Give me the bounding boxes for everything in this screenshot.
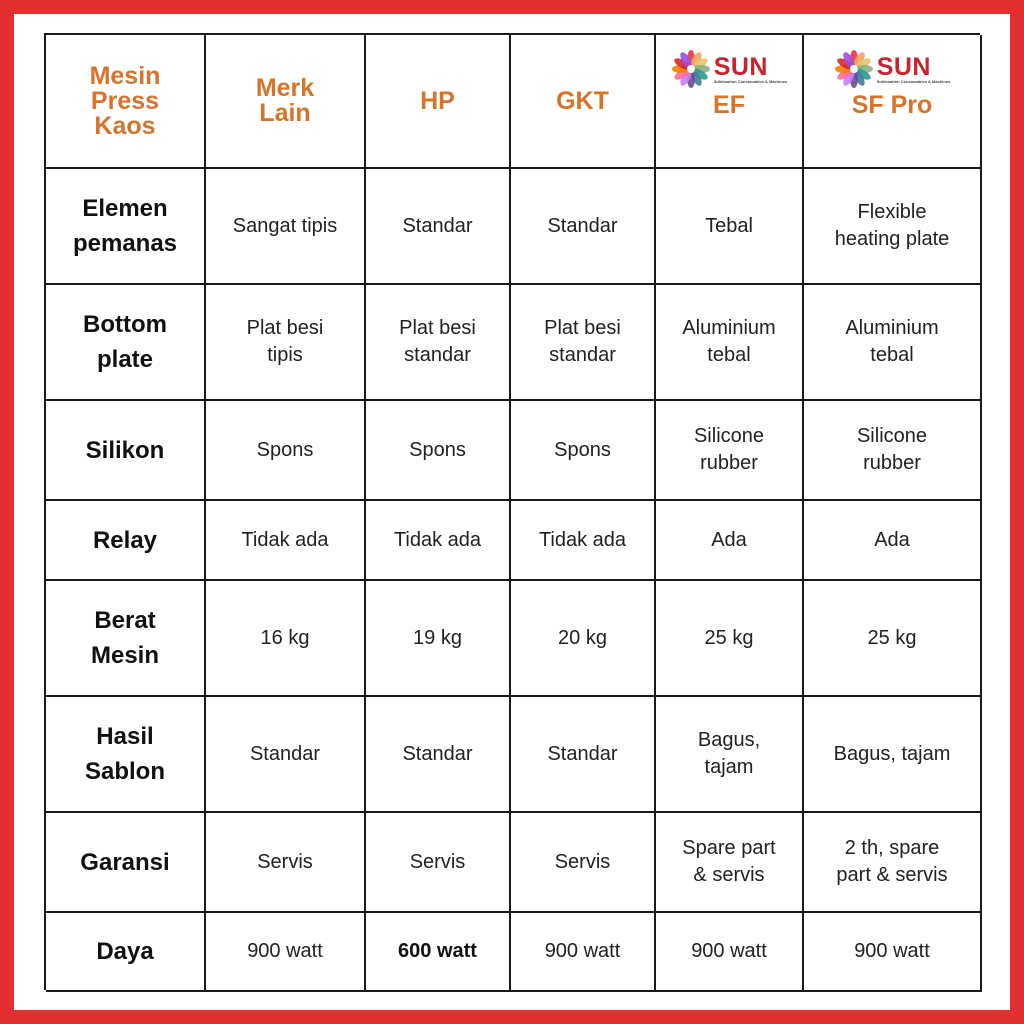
logo-center: [850, 65, 858, 73]
table-cell: Sangat tipis: [206, 169, 366, 285]
brand-name: SF Pro: [851, 91, 933, 119]
table-cell: Silicone rubber: [656, 401, 804, 501]
table-cell: Standar: [511, 169, 656, 285]
row-header-garansi: Garansi: [46, 813, 206, 913]
column-header-gkt: GKT: [511, 35, 656, 169]
column-header-ef: [656, 35, 804, 169]
row-header-berat-mesin: Berat Mesin: [46, 581, 206, 697]
row-header-hasil-sablon: Hasil Sablon: [46, 697, 206, 813]
comparison-table: [44, 33, 980, 990]
table-cell: Bagus, tajam: [656, 697, 804, 813]
table-cell: Tidak ada: [511, 501, 656, 581]
table-cell: Plat besi tipis: [206, 285, 366, 401]
sun-flower-logo-icon: [834, 49, 874, 89]
table-cell: Spons: [206, 401, 366, 501]
table-cell: Bagus, tajam: [804, 697, 982, 813]
table-cell: Tidak ada: [366, 501, 511, 581]
table-cell: 25 kg: [804, 581, 982, 697]
table-corner-header: Mesin Press Kaos: [46, 35, 206, 169]
table-cell: 2 th, spare part & servis: [804, 813, 982, 913]
column-header-hp: HP: [366, 35, 511, 169]
table-cell: Spare part & servis: [656, 813, 804, 913]
table-cell: Silicone rubber: [804, 401, 982, 501]
row-header-silikon: Silikon: [46, 401, 206, 501]
table-cell: 20 kg: [511, 581, 656, 697]
table-cell: Tidak ada: [206, 501, 366, 581]
table-cell: Spons: [366, 401, 511, 501]
row-header-bottom-plate: Bottom plate: [46, 285, 206, 401]
table-cell: 900 watt: [206, 913, 366, 992]
brand-name: EF: [713, 91, 745, 119]
logo-center: [687, 65, 695, 73]
table-cell: Standar: [366, 697, 511, 813]
table-cell-highlight: 600 watt: [366, 913, 511, 992]
table-cell: 19 kg: [366, 581, 511, 697]
table-cell: Servis: [511, 813, 656, 913]
table-cell: 900 watt: [511, 913, 656, 992]
table-cell: Standar: [511, 697, 656, 813]
sun-logo: [834, 49, 951, 89]
row-header-daya: Daya: [46, 913, 206, 992]
table-cell: Plat besi standar: [511, 285, 656, 401]
table-cell: Servis: [366, 813, 511, 913]
logo-tagline: Sublimation Consumables & Machines: [876, 78, 951, 84]
column-header-sf-pro: [804, 35, 982, 169]
table-cell: 900 watt: [804, 913, 982, 992]
logo-wordmark: SUN: [713, 52, 768, 81]
table-cell: Ada: [656, 501, 804, 581]
sun-flower-logo-icon: [671, 49, 711, 89]
table-cell: Standar: [366, 169, 511, 285]
table-cell: Spons: [511, 401, 656, 501]
logo-tagline: Sublimation Consumables & Machines: [713, 78, 788, 84]
table-cell: Tebal: [656, 169, 804, 285]
table-cell: 25 kg: [656, 581, 804, 697]
row-header-elemen-pemanas: Elemen pemanas: [46, 169, 206, 285]
table-cell: Flexible heating plate: [804, 169, 982, 285]
table-cell: Standar: [206, 697, 366, 813]
table-cell: Servis: [206, 813, 366, 913]
table-cell: Plat besi standar: [366, 285, 511, 401]
sun-logo: [671, 49, 788, 89]
table-cell: Ada: [804, 501, 982, 581]
column-header-merk-lain: Merk Lain: [206, 35, 366, 169]
row-header-relay: Relay: [46, 501, 206, 581]
table-cell: 16 kg: [206, 581, 366, 697]
table-cell: Aluminium tebal: [656, 285, 804, 401]
table-cell: Aluminium tebal: [804, 285, 982, 401]
table-cell: 900 watt: [656, 913, 804, 992]
logo-wordmark: SUN: [876, 52, 931, 81]
